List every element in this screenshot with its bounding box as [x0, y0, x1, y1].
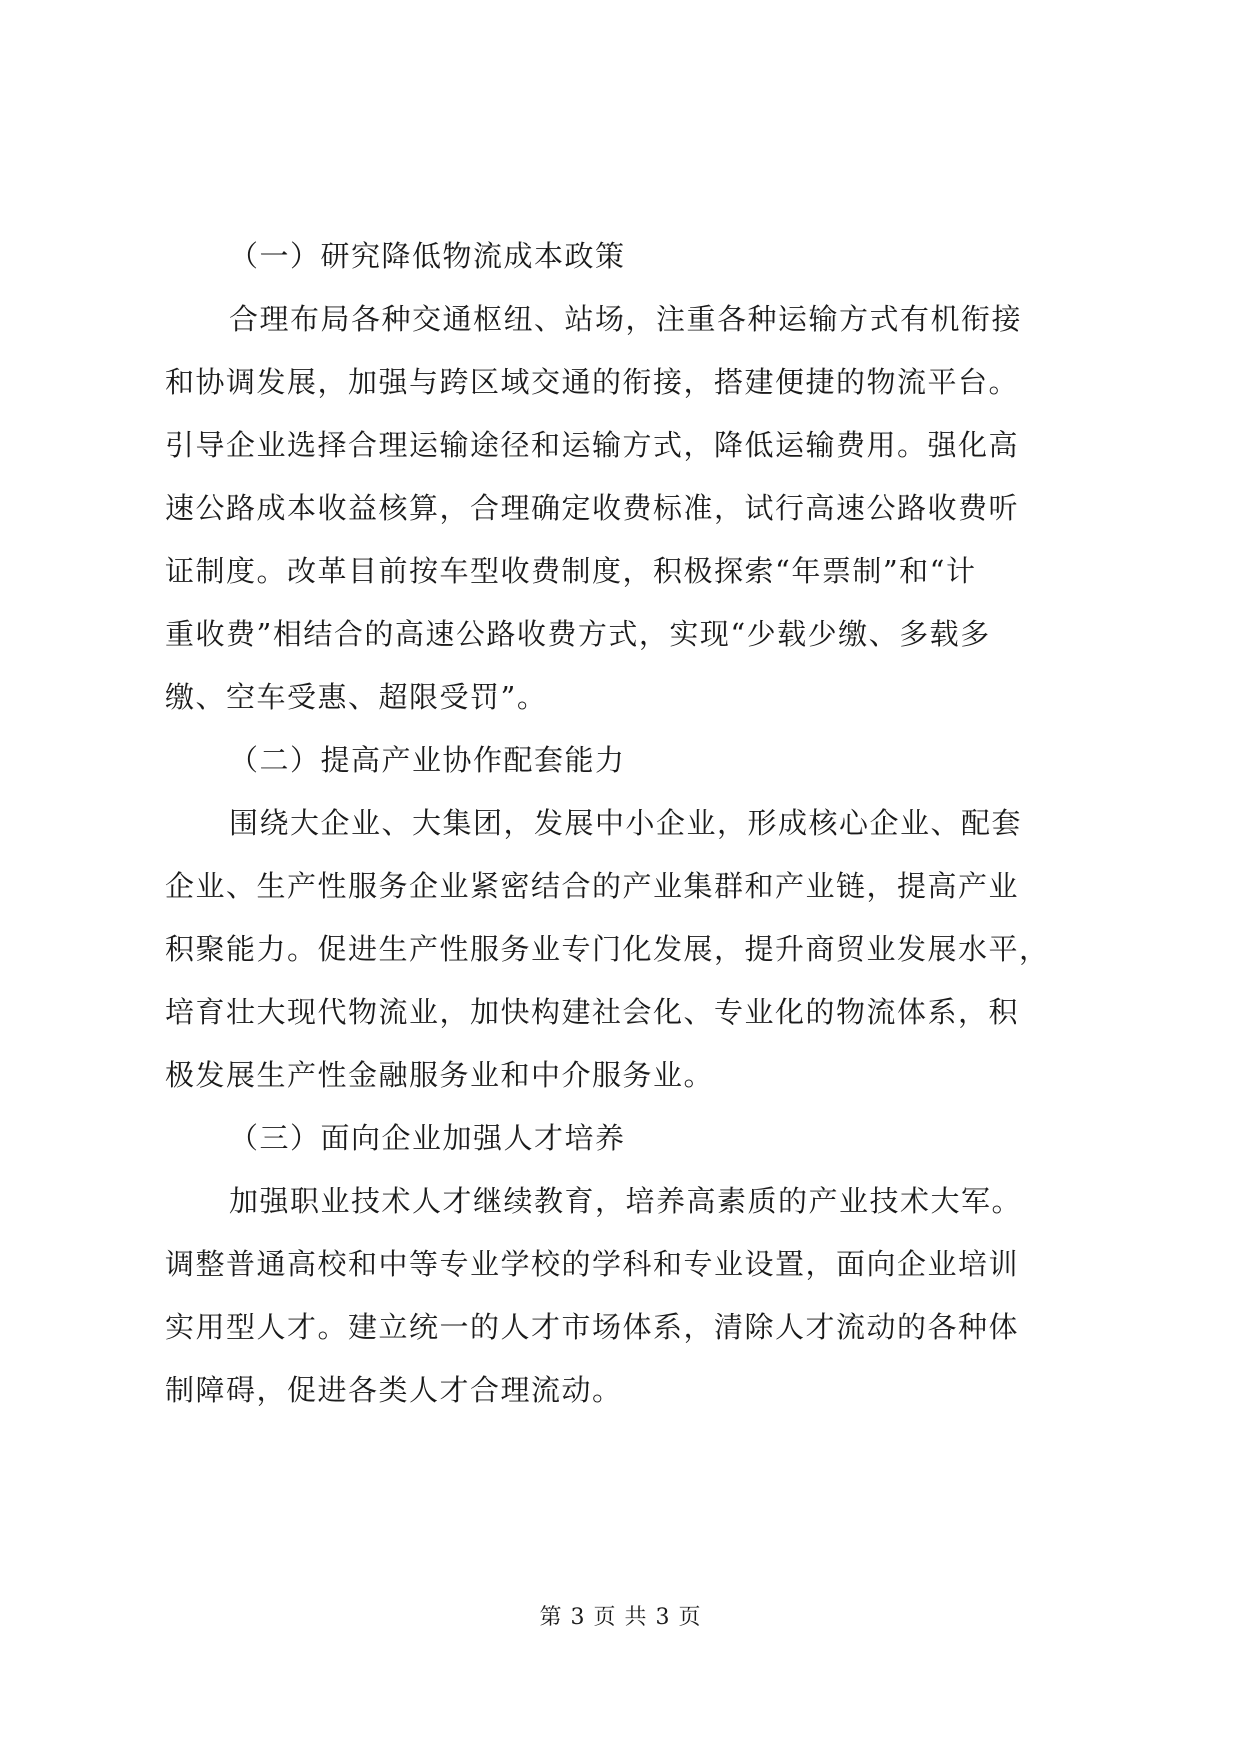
paragraph-line: 合理布局各种交通枢纽、站场，注重各种运输方式有机衔接: [229, 302, 1023, 336]
paragraph-line: 缴、空车受惠、超限受罚”。: [165, 680, 548, 714]
paragraph-line: 极发展生产性金融服务业和中介服务业。: [165, 1058, 715, 1092]
paragraph-line: 调整普通高校和中等专业学校的学科和专业设置，面向企业培训: [165, 1247, 1020, 1281]
paragraph-line: 重收费”相结合的高速公路收费方式，实现“少载少缴、多载多: [165, 617, 991, 651]
paragraph-line: 和协调发展，加强与跨区域交通的衔接，搭建便捷的物流平台。: [165, 365, 1020, 399]
section-heading-3: （三）面向企业加强人才培养: [229, 1121, 626, 1155]
paragraph-line: 围绕大企业、大集团，发展中小企业，形成核心企业、配套: [229, 806, 1023, 840]
paragraph-line: 制障碍，促进各类人才合理流动。: [165, 1373, 623, 1407]
page-number-footer: 第 3 页 共 3 页: [539, 1605, 702, 1630]
paragraph-line: 引导企业选择合理运输途径和运输方式，降低运输费用。强化高: [165, 428, 1020, 462]
document-body: [165, 225, 1080, 1422]
paragraph-line: 速公路成本收益核算，合理确定收费标准，试行高速公路收费听: [165, 491, 1020, 525]
paragraph-line: 企业、生产性服务企业紧密结合的产业集群和产业链，提高产业: [165, 869, 1020, 903]
paragraph-line: 实用型人才。建立统一的人才市场体系，清除人才流动的各种体: [165, 1310, 1020, 1344]
section-heading-2: （二）提高产业协作配套能力: [229, 743, 626, 777]
paragraph-line: 证制度。改革目前按车型收费制度，积极探索“年票制”和“计: [165, 554, 977, 588]
paragraph-line: 培育壮大现代物流业，加快构建社会化、专业化的物流体系，积: [165, 995, 1020, 1029]
paragraph-line: 积聚能力。促进生产性服务业专门化发展，提升商贸业发展水平，: [165, 932, 1050, 966]
section-heading-1: （一）研究降低物流成本政策: [229, 239, 626, 273]
paragraph-line: 加强职业技术人才继续教育，培养高素质的产业技术大军。: [229, 1184, 1023, 1218]
